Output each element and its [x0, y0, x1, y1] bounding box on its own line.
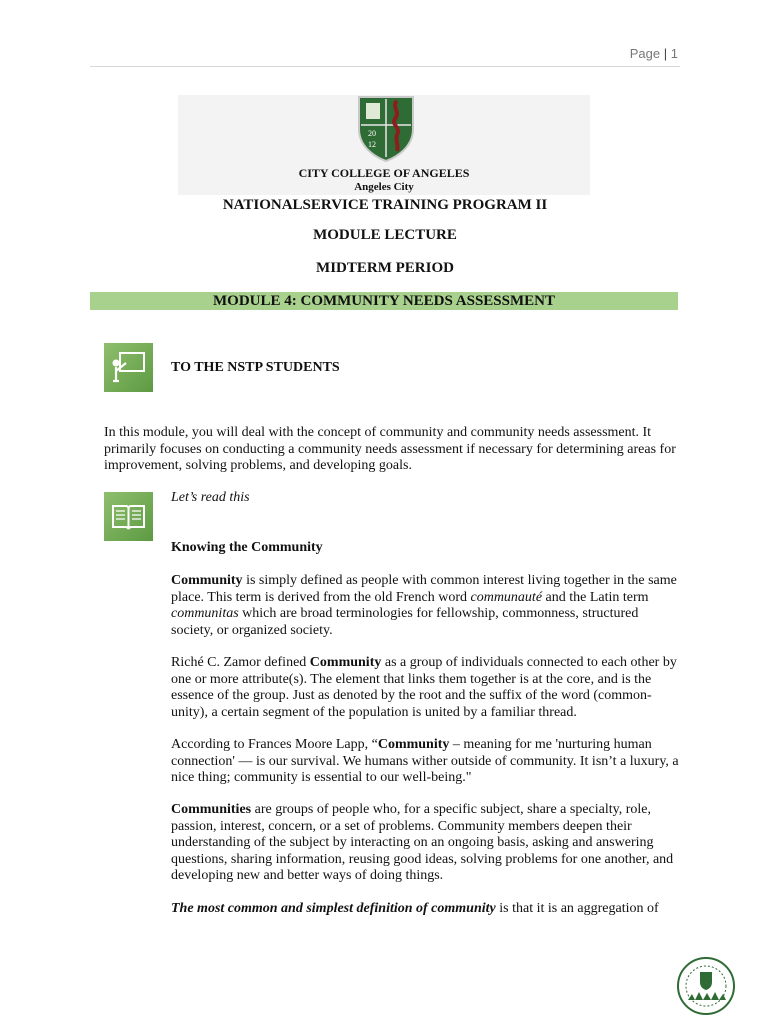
college-seal-icon: [676, 956, 736, 1016]
page-number: Page | 1: [629, 46, 678, 61]
college-crest-icon: [357, 95, 415, 163]
paragraph-zamor: Riché C. Zamor defined Community as a group of individuals connected to each other by one or more attribute(s). The element that links them together is at the core, and is the essence of the group. Just as denoted by the root and the suffix of the word (common-unity), a certain segment of the population is united by a familiar thread.: [171, 655, 677, 720]
knowing-heading: Knowing the Community: [171, 540, 323, 555]
teacher-icon: [104, 343, 153, 392]
paragraph-simplest-definition: The most common and simplest definition of community is that it is an aggregation of: [171, 901, 659, 916]
paragraph-communities: Communities are groups of people who, for a specific subject, share a specialty, role, passion, interest, concern, or a set of problems. Community members deepen their understanding of the subject by interacting on an ongoing basis, asking and answering questions, sharing information, reusing good ideas, solving problems for one another, and developing new and better ways of doing things.: [171, 802, 674, 883]
paragraph-community-definition: Community is simply defined as people with common interest living together in the same place. This term is derived from the old French word communauté and the Latin term communitas which are broad terminologies for fellowship, commonness, structured society, or organized society.: [171, 573, 677, 638]
students-heading: TO THE NSTP STUDENTS: [171, 360, 340, 375]
period-title: MIDTERM PERIOD: [316, 260, 454, 276]
college-name: CITY COLLEGE OF ANGELES Angeles City: [298, 166, 470, 193]
lets-read-label: Let’s read this: [171, 490, 250, 505]
program-title: NATIONALSERVICE TRAINING PROGRAM II: [222, 197, 548, 213]
lecture-title: MODULE LECTURE: [313, 227, 457, 243]
header-divider: [90, 66, 680, 67]
svg-text:20: 20: [368, 129, 376, 138]
svg-text:12: 12: [368, 140, 376, 149]
intro-paragraph: In this module, you will deal with the concept of community and community needs assessment. It primarily focuses on conducting a community needs assessment if necessary for determining areas for improvement, solving problems, and developing goals.: [104, 425, 676, 473]
book-icon: [104, 492, 153, 541]
paragraph-lapp: According to Frances Moore Lapp, “Community – meaning for me 'nurturing human connection' — is our survival. We humans wither outside of community. It isn’t a luxury, a nice thing; community is essential to our well-being.": [171, 737, 679, 785]
module-title-bar: MODULE 4: COMMUNITY NEEDS ASSESSMENT: [90, 292, 678, 310]
